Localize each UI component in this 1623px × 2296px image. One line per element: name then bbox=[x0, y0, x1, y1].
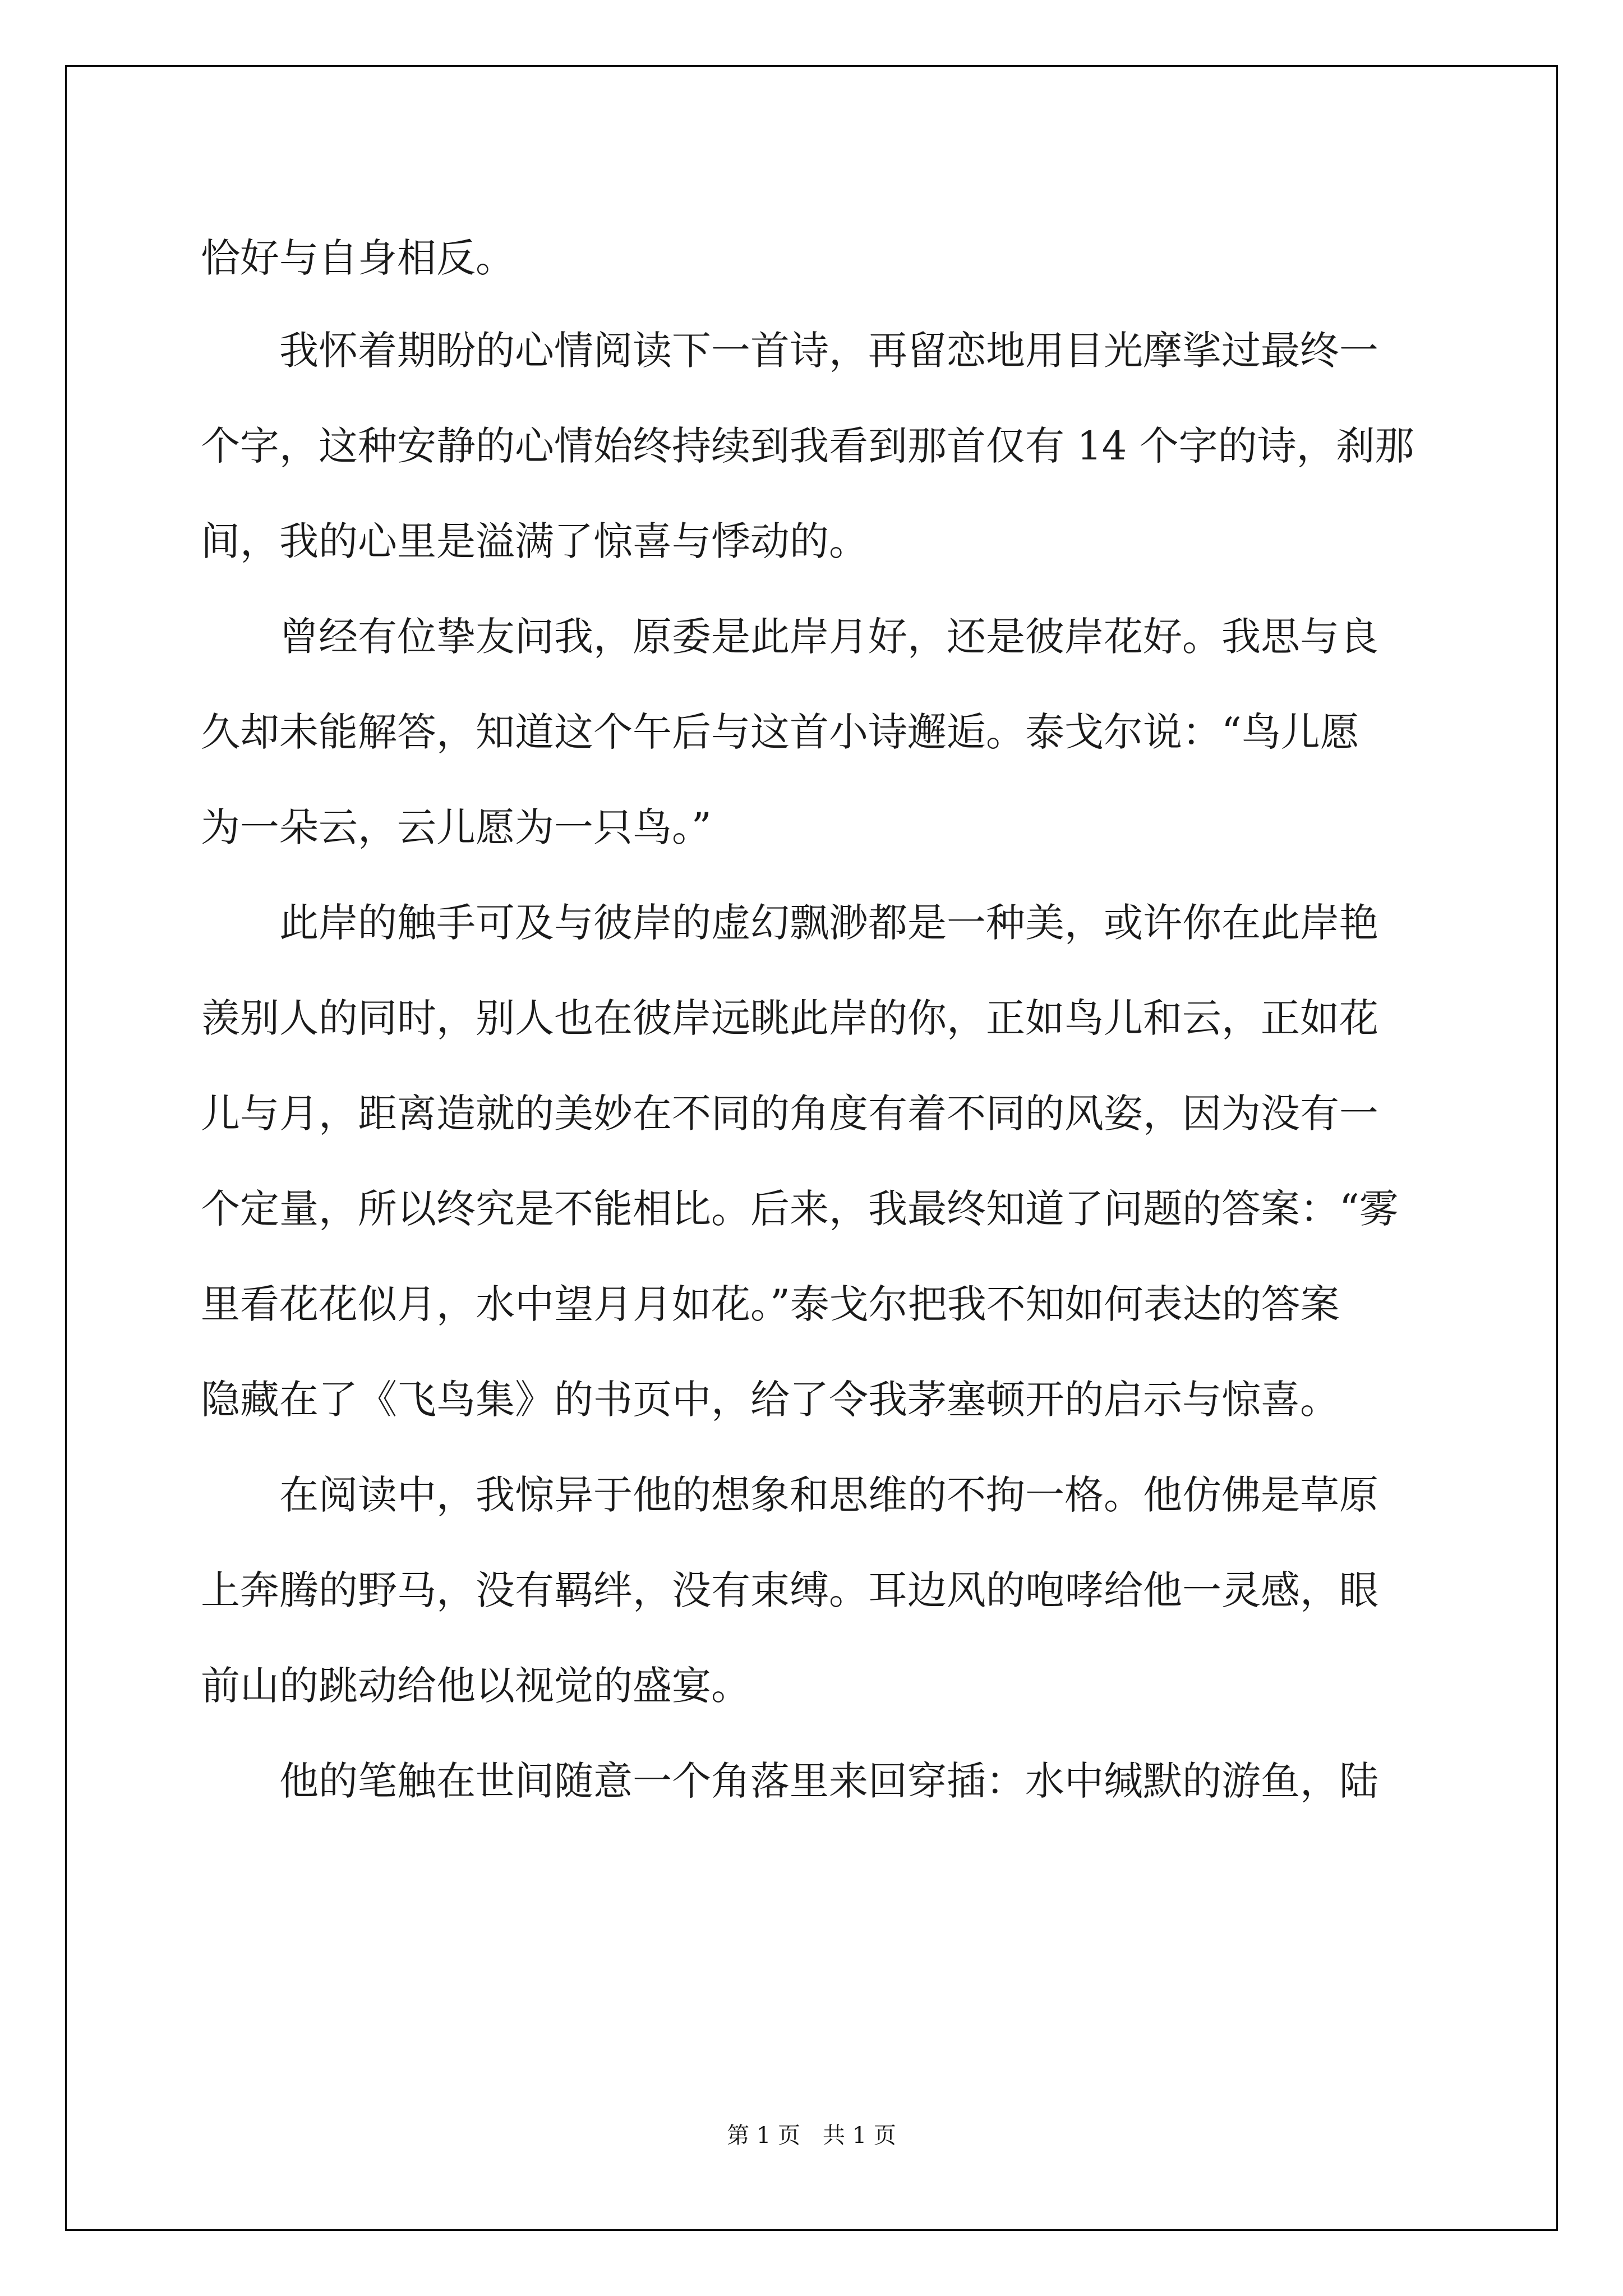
page-footer: 第 1 页 共 1 页 bbox=[727, 2123, 896, 2148]
text-line: 久却未能解答，知道这个午后与这首小诗邂逅。泰戈尔说：“鸟儿愿 bbox=[201, 709, 1359, 755]
text-line: 上奔腾的野马，没有羁绊，没有束缚。耳边风的咆哮给他一灵感，眼 bbox=[201, 1567, 1378, 1613]
text-line: 为一朵云，云儿愿为一只鸟。” bbox=[201, 804, 712, 850]
text-line: 曾经有位挚友问我，原委是此岸月好，还是彼岸花好。我思与良 bbox=[201, 614, 1378, 660]
text-line: 他的笔触在世间随意一个角落里来回穿插：水中缄默的游鱼，陆 bbox=[201, 1758, 1378, 1804]
text-line: 个定量，所以终究是不能相比。后来，我最终知道了问题的答案：“雾 bbox=[201, 1186, 1399, 1232]
text-line: 儿与月，距离造就的美妙在不同的角度有着不同的风姿，因为没有一 bbox=[201, 1091, 1378, 1137]
text-line: 羡别人的同时，别人也在彼岸远眺此岸的你，正如鸟儿和云，正如花 bbox=[201, 995, 1378, 1041]
text-line: 间，我的心里是溢满了惊喜与悸动的。 bbox=[201, 518, 868, 564]
text-line: 在阅读中，我惊异于他的想象和思维的不拘一格。他仿佛是草原 bbox=[201, 1472, 1378, 1518]
document-body bbox=[201, 210, 1429, 1829]
text-line: 我怀着期盼的心情阅读下一首诗，再留恋地用目光摩挲过最终一 bbox=[201, 328, 1378, 374]
text-line: 恰好与自身相反。 bbox=[201, 235, 515, 281]
text-line: 里看花花似月，水中望月月如花。”泰戈尔把我不知如何表达的答案 bbox=[201, 1281, 1340, 1327]
text-line: 个字，这种安静的心情始终持续到我看到那首仅有 14 个字的诗，刹那 bbox=[201, 423, 1414, 469]
text-line: 前山的跳动给他以视觉的盛宴。 bbox=[201, 1663, 750, 1709]
text-line: 此岸的触手可及与彼岸的虚幻飘渺都是一种美，或许你在此岸艳 bbox=[201, 900, 1378, 946]
text-line: 隐藏在了《飞鸟集》的书页中，给了令我茅塞顿开的启示与惊喜。 bbox=[201, 1377, 1339, 1423]
